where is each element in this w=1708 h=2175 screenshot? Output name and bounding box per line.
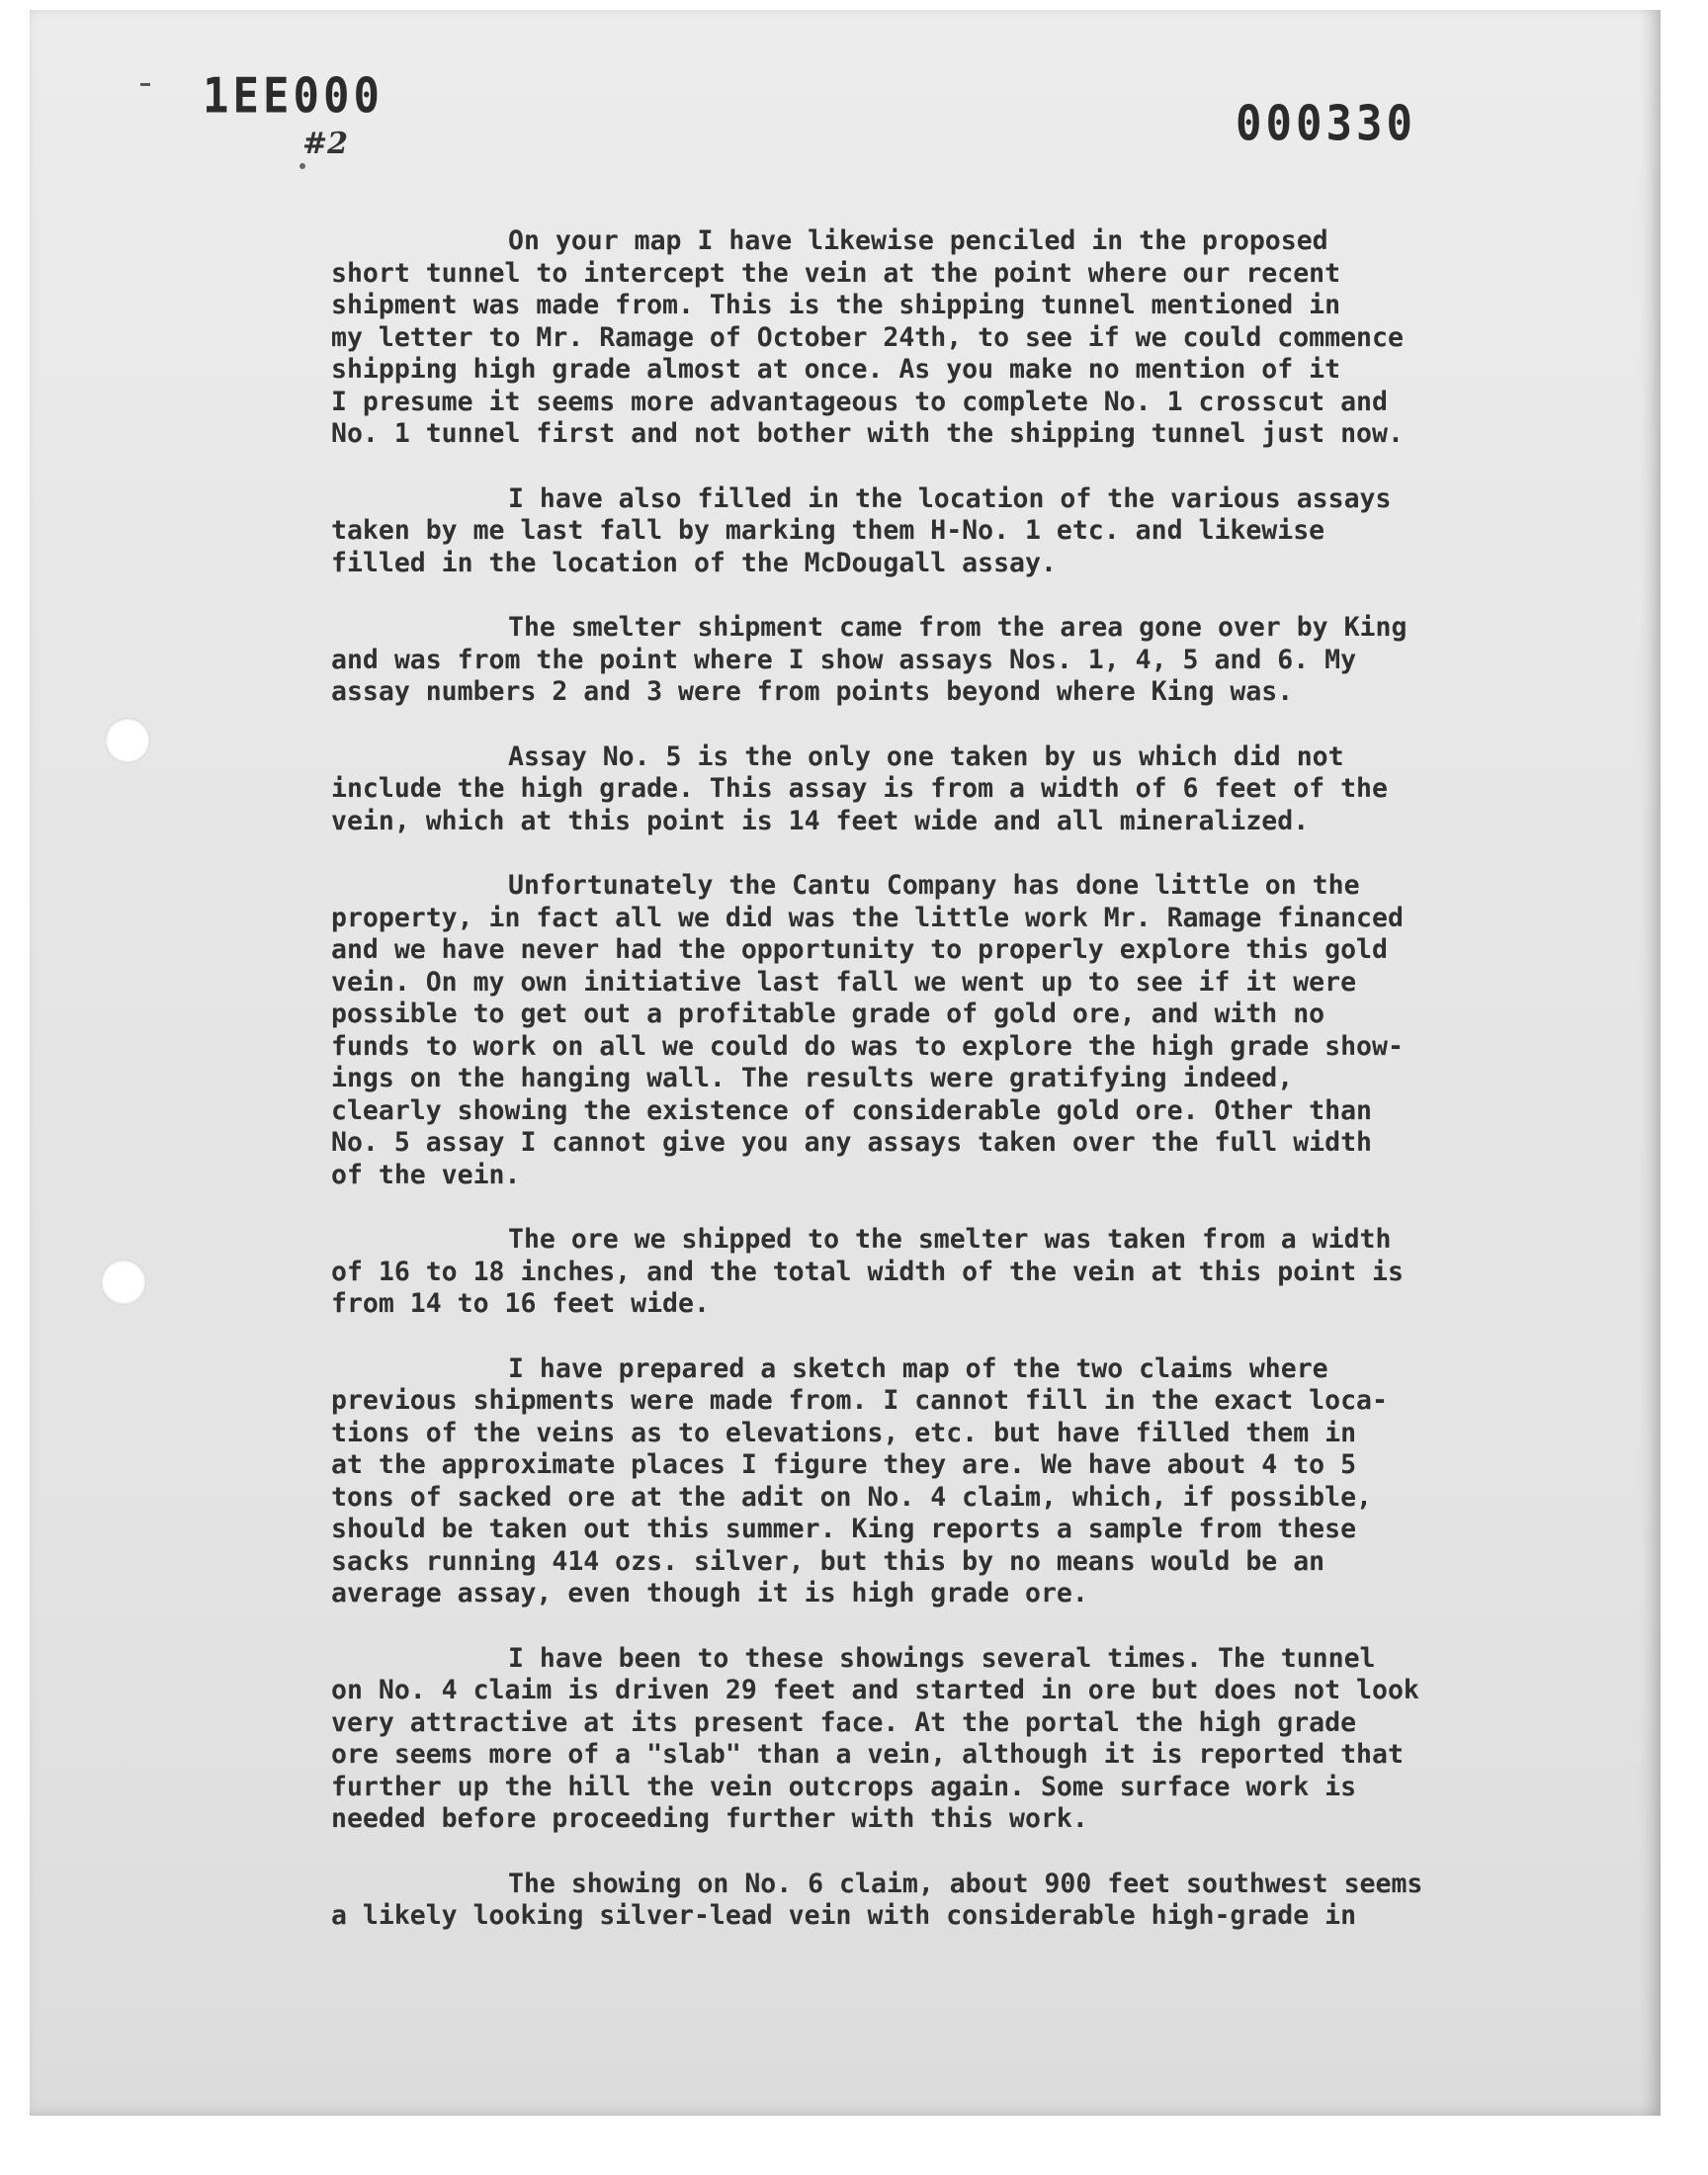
text-line: The showing on No. 6 claim, about 900 feet southwest seems	[508, 1868, 1423, 1899]
text-line: Unfortunately the Cantu Company has done little on the	[508, 870, 1360, 901]
text-line: of 16 to 18 inches, and the total width of the vein at this point is	[331, 1256, 1404, 1287]
text-line: No. 5 assay I cannot give you any assays taken over the full width	[331, 1127, 1372, 1158]
text-line: tons of sacked ore at the adit on No. 4 claim, which, if possible,	[331, 1481, 1372, 1513]
text-line: sacks running 414 ozs. silver, but this by no means would be an	[331, 1545, 1325, 1577]
text-line: very attractive at its present face. At the portal the high grade	[331, 1706, 1357, 1738]
paragraph	[331, 1643, 1478, 1836]
text-line: short tunnel to intercept the vein at the point where our recent	[331, 257, 1341, 289]
text-line: On your map I have likewise penciled in the proposed	[508, 225, 1328, 256]
text-line: from 14 to 16 feet wide.	[331, 1288, 710, 1319]
text-line: previous shipments were made from. I cannot fill in the exact loca-	[331, 1385, 1388, 1416]
punch-hole	[105, 718, 150, 763]
text-line: average assay, even though it is high grade ore.	[331, 1578, 1088, 1609]
paragraph	[331, 870, 1478, 1191]
text-line: ore seems more of a "slab" than a vein, although it is reported that	[331, 1739, 1404, 1770]
paragraph	[331, 1869, 1478, 1933]
paragraph	[331, 1353, 1478, 1610]
text-line: The ore we shipped to the smelter was taken from a width	[508, 1224, 1392, 1255]
text-line: vein, which at this point is 14 feet wide and all mineralized.	[331, 805, 1310, 836]
text-line: taken by me last fall by marking them H-No. 1 etc. and likewise	[331, 515, 1325, 546]
text-line: I presume it seems more advantageous to complete No. 1 crosscut and	[331, 386, 1388, 417]
text-line: ings on the hanging wall. The results were gratifying indeed,	[331, 1063, 1294, 1093]
text-line: property, in fact all we did was the little work Mr. Ramage financed	[331, 902, 1404, 933]
text-line: and was from the point where I show assays Nos. 1, 4, 5 and 6. My	[331, 644, 1357, 675]
text-line: funds to work on all we could do was to explore the high grade show-	[331, 1030, 1404, 1062]
text-line: I have been to these showings several times. The tunnel	[508, 1642, 1376, 1674]
text-line: assay numbers 2 and 3 were from points beyond where King was.	[331, 676, 1294, 707]
text-line: further up the hill the vein outcrops again. Some surface work is	[331, 1771, 1357, 1802]
paragraph	[331, 483, 1478, 580]
text-line: vein. On my own initiative last fall we went up to see if it were	[331, 966, 1357, 998]
document-code-left: 1EE000	[203, 67, 384, 126]
text-line: clearly showing the existence of considerable gold ore. Other than	[331, 1094, 1372, 1126]
stray-mark	[140, 83, 150, 86]
text-line: a likely looking silver-lead vein with considerable high-grade in	[331, 1900, 1357, 1931]
text-line: on No. 4 claim is driven 29 feet and started in ore but does not look	[331, 1675, 1419, 1705]
text-line: No. 1 tunnel first and not bother with the shipping tunnel just now.	[331, 418, 1404, 449]
text-line: and we have never had the opportunity to properly explore this gold	[331, 934, 1388, 965]
text-line: of the vein.	[331, 1159, 521, 1190]
punch-hole	[101, 1260, 146, 1305]
paragraph	[331, 225, 1478, 451]
text-line: I have also filled in the location of the various assays	[508, 482, 1392, 514]
text-line: needed before proceeding further with this work.	[331, 1803, 1088, 1834]
text-line: shipping high grade almost at once. As you make no mention of it	[331, 354, 1341, 385]
paragraph	[331, 612, 1478, 709]
letter-body	[331, 225, 1478, 1965]
text-line: Assay No. 5 is the only one taken by us which did not	[508, 740, 1344, 772]
text-line: shipment was made from. This is the shipping tunnel mentioned in	[331, 290, 1341, 320]
paragraph	[331, 1224, 1478, 1321]
text-line: I have prepared a sketch map of the two claims where	[508, 1352, 1328, 1384]
paragraph	[331, 741, 1478, 838]
page-number-handwritten: #2	[302, 127, 349, 161]
text-line: tions of the veins as to elevations, etc. but have filled them in	[331, 1417, 1357, 1448]
text-line: at the approximate places I figure they are. We have about 4 to 5	[331, 1449, 1357, 1480]
text-line: filled in the location of the McDougall assay.	[331, 547, 1057, 578]
text-line: possible to get out a profitable grade of gold ore, and with no	[331, 999, 1325, 1029]
text-line: my letter to Mr. Ramage of October 24th, to see if we could commence	[331, 321, 1404, 353]
stray-dot	[299, 163, 305, 169]
text-line: The smelter shipment came from the area gone over by King	[508, 612, 1408, 643]
text-line: include the high grade. This assay is from a width of 6 feet of the	[331, 773, 1388, 804]
document-code-right: 000330	[1236, 95, 1416, 153]
text-line: should be taken out this summer. King reports a sample from these	[331, 1514, 1357, 1544]
